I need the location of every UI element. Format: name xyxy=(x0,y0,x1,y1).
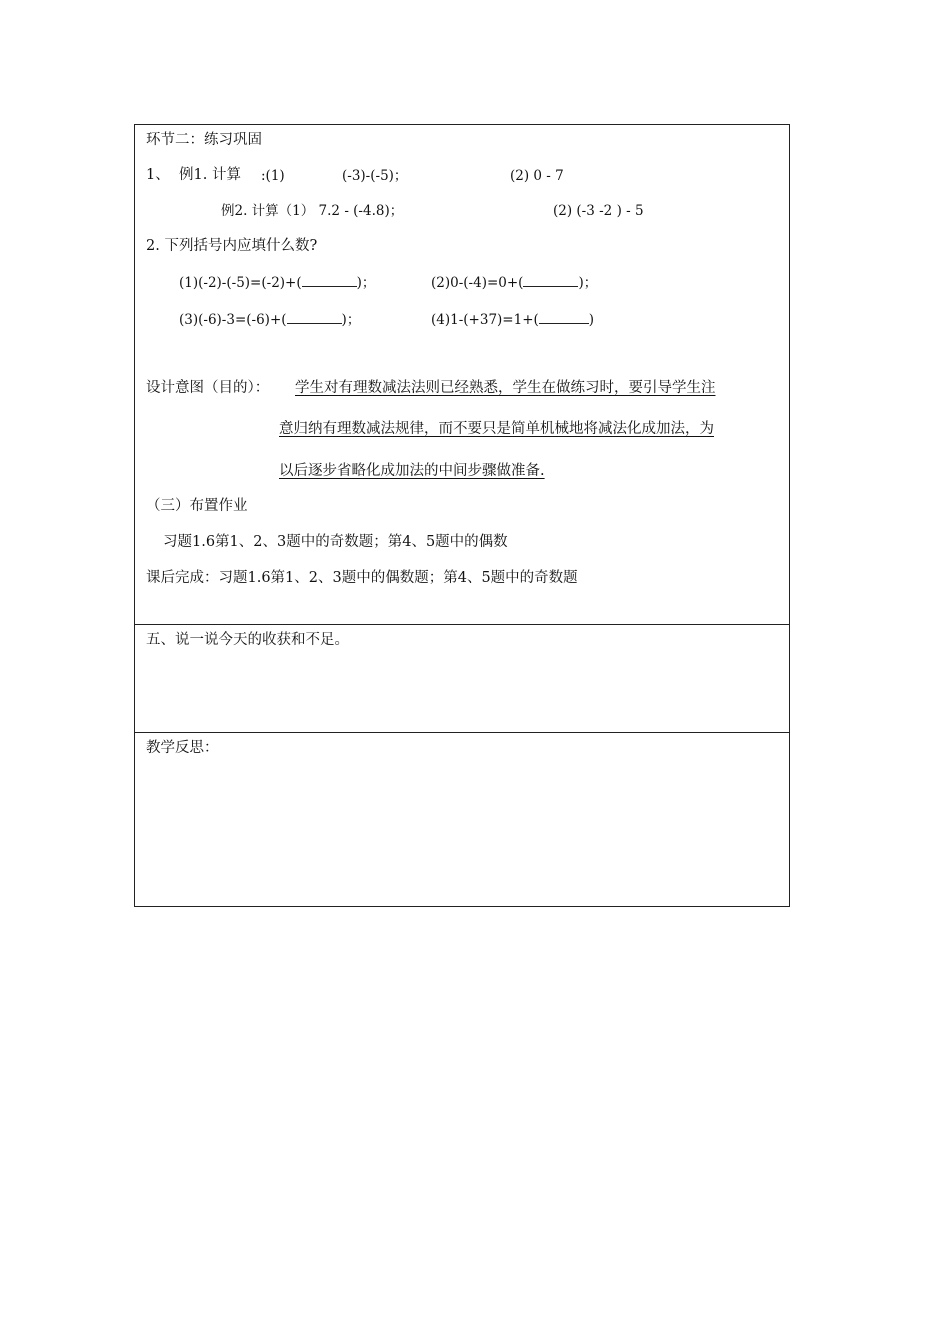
fill-item-4: (4)1-(+37)=1+( ) xyxy=(431,312,595,328)
design-intent-line-1: 学生对有理数减法法则已经熟悉，学生在做练习时，要引导学生注 xyxy=(295,380,716,396)
reflection-cell xyxy=(135,733,789,908)
example1-part1-label: :(1) xyxy=(261,168,285,184)
lesson-table xyxy=(134,124,790,907)
answer-blank[interactable] xyxy=(539,310,589,324)
example1-label: 例1. 计算 xyxy=(179,167,241,183)
homework-line-1: 习题1.6第1、2、3题中的奇数题；第4、5题中的偶数 xyxy=(163,534,508,550)
design-intent-line-3: 以后逐步省略化成加法的中间步骤做准备. xyxy=(279,463,545,479)
fill-item-2: (2)0-(-4)=0+( )； xyxy=(431,275,598,291)
practice-cell xyxy=(135,125,789,625)
design-intent-label: 设计意图（目的）： xyxy=(146,380,270,396)
answer-blank[interactable] xyxy=(287,310,342,324)
example1-part2: (2) 0 - 7 xyxy=(510,168,564,184)
example2-part1: 例2. 计算（1） 7.2 - (-4.8)； xyxy=(221,203,404,219)
answer-blank[interactable] xyxy=(302,273,357,287)
q2-title: 2. 下列括号内应填什么数? xyxy=(146,238,318,254)
q1-number: 1、 xyxy=(146,167,170,183)
design-intent-line-2: 意归纳有理数减法规律，而不要只是简单机械地将减法化成加法，为 xyxy=(279,421,714,437)
fill-item-3: (3)(-6)-3=(-6)+( )； xyxy=(179,312,361,328)
reflection-title: 教学反思： xyxy=(146,740,219,756)
answer-blank[interactable] xyxy=(523,273,578,287)
homework-title: （三）布置作业 xyxy=(146,498,248,514)
fill-item-1: (1)(-2)-(-5)=(-2)+( )； xyxy=(179,275,376,291)
homework-line-2: 课后完成：习题1.6第1、2、3题中的偶数题；第4、5题中的奇数题 xyxy=(146,570,578,586)
section5-title: 五、说一说今天的收获和不足。 xyxy=(146,632,349,648)
summary-cell xyxy=(135,625,789,733)
section2-title: 环节二：练习巩固 xyxy=(146,132,262,148)
example2-part2: (2) (-3 -2 ) - 5 xyxy=(553,203,644,219)
example1-part1-expr: (-3)-(-5)； xyxy=(342,168,408,184)
